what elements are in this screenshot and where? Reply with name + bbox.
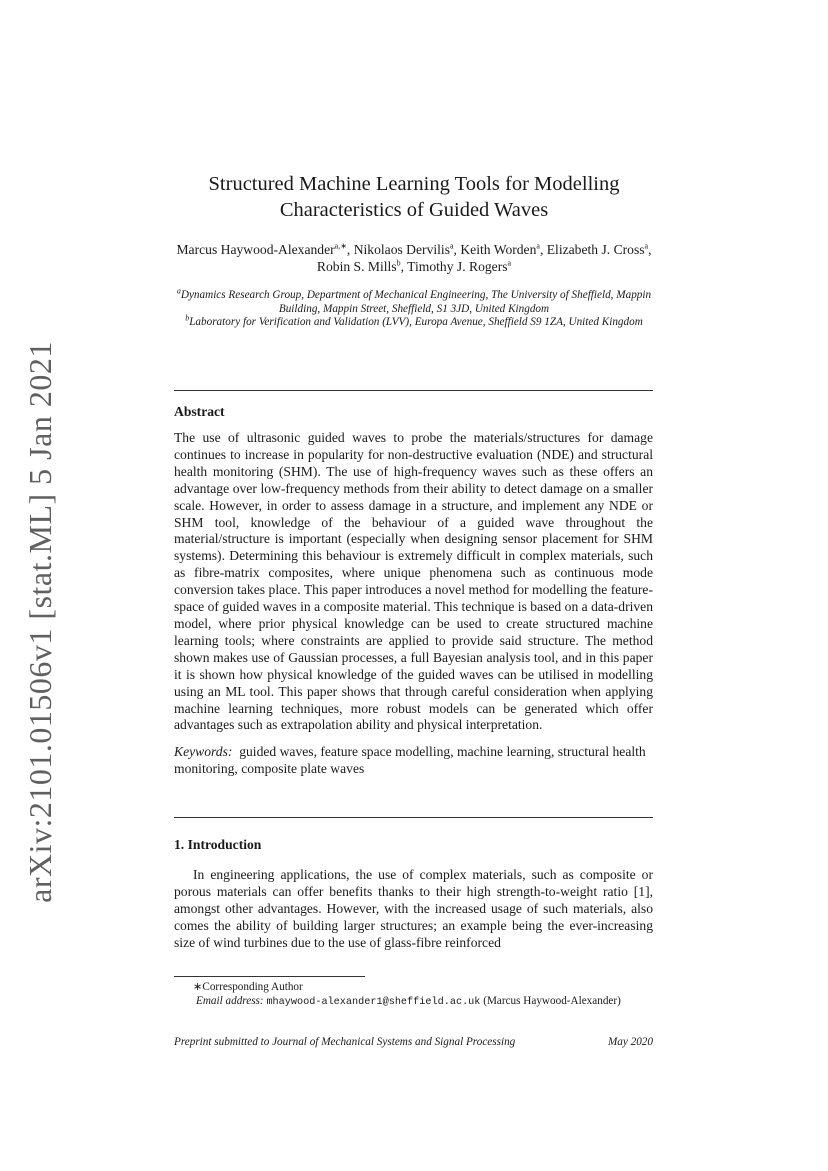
author: Nikolaos Dervilis [353, 242, 450, 257]
author-mark: a,∗ [334, 241, 347, 251]
introduction-text: In engineering applications, the use of complex materials, such as composite or porous materials can offer benefits thanks to their high strength-to-weight ratio [1], amongst other advantages. However, with the increased usage of such materials, also comes the ability of building larger structures; an example being the ever-increasing size of wind turbines due to the use of glass-fibre reinforced [174, 867, 653, 950]
introduction-heading: 1. Introduction [174, 837, 262, 852]
preprint-footer [174, 1036, 653, 1048]
footnote-rule [174, 976, 365, 977]
author-mark: b [396, 258, 401, 268]
author: Timothy J. Rogers [407, 259, 508, 274]
author-list: Marcus Haywood-Alexander$^{a,∗}$, Nikolaos Dervilis$^a$, Keith Worden$^a$, Elizabeth J. Cross$^a$, Robin S. Mills$^b$, Timothy J. Rogers$^a$ [176, 241, 652, 274]
abstract-bottom-rule [174, 817, 653, 818]
author-mark: a [507, 258, 512, 268]
abstract-top-rule [174, 390, 653, 391]
title-line-2: Characteristics of Guided Waves [279, 199, 549, 221]
author: Keith Worden [460, 242, 537, 257]
abstract-text: The use of ultrasonic guided waves to probe the materials/structures for damage continues to increase in popularity for non-destructive evaluation (NDE) and structural health monitoring (SHM). The use of high-frequency waves such as these offers an advantage over low-frequency methods from their ability to detect damage on a smaller scale. However, in order to assess damage in a structure, and implement any NDE or SHM tool, knowledge of the behaviour of a guided wave throughout the material/structure is important (especially when designing sensor placement for SHM systems). Determining this behaviour is extremely difficult in complex materials, such as fibre-matrix composites, where unique phenomena such as continuous mode conversion takes place. This paper introduces a novel method for modelling the feature-space of guided waves in a composite material. This technique is based on a data-driven model, where prior physical knowledge can be used to create structured machine learning tools; where constraints are applied to provide said structure. The method shown makes use of Gaussian processes, a full Bayesian analysis tool, and in this paper it is shown how physical knowledge of the guided waves can be utilised in modelling using an ML tool. This paper shows that through careful consideration when applying machine learning techniques, more robust models can be generated which offer advantages such as extrapolation ability and physical interpretation. [174, 430, 653, 733]
affiliations [170, 286, 658, 330]
email-label: Email address: [196, 995, 264, 1007]
paper-title [150, 171, 678, 223]
preprint-journal: Preprint submitted to Journal of Mechanical Systems and Signal Processing [174, 1036, 516, 1048]
email-address[interactable]: mhaywood-alexander1@sheffield.ac.uk [266, 997, 481, 1008]
author-mark: a [536, 241, 540, 251]
title-line-1: Structured Machine Learning Tools for Modelling [208, 173, 620, 195]
keywords [174, 744, 653, 778]
preprint-date: May 2020 [607, 1036, 653, 1048]
abstract-heading: Abstract [174, 404, 225, 419]
arxiv-identifier: arXiv:2101.01506v1 [stat.ML] 5 Jan 2021 [22, 341, 58, 903]
keywords-text: guided waves, feature space modelling, machine learning, structural health monitoring, composite plate waves [174, 744, 646, 777]
abstract-section [174, 404, 653, 778]
author-mark: a [449, 241, 454, 251]
email-line [174, 994, 653, 1010]
author: Robin S. Mills [316, 259, 397, 274]
author-mark: a [644, 241, 649, 251]
author: Marcus Haywood-Alexander [176, 242, 335, 257]
author: Elizabeth J. Cross [546, 242, 645, 257]
corresponding-author-note: ∗Corresponding Author [193, 981, 303, 993]
introduction-section [174, 837, 653, 952]
affiliation-a: $^a$Dynamics Research Group, Department of Mechanical Engineering, The University of Sheffield, Mappin Building, Mappin Street, Sheffield, S1 3JD, United Kingdom [176, 286, 652, 315]
email-owner: (Marcus Haywood-Alexander) [483, 995, 621, 1007]
affiliation-b: $^b$Laboratory for Verification and Validation (LVV), Europa Avenue, Sheffield S9 1ZA, United Kingdom [185, 313, 643, 328]
footnote [174, 980, 653, 1010]
keywords-label: Keywords: [174, 744, 233, 760]
